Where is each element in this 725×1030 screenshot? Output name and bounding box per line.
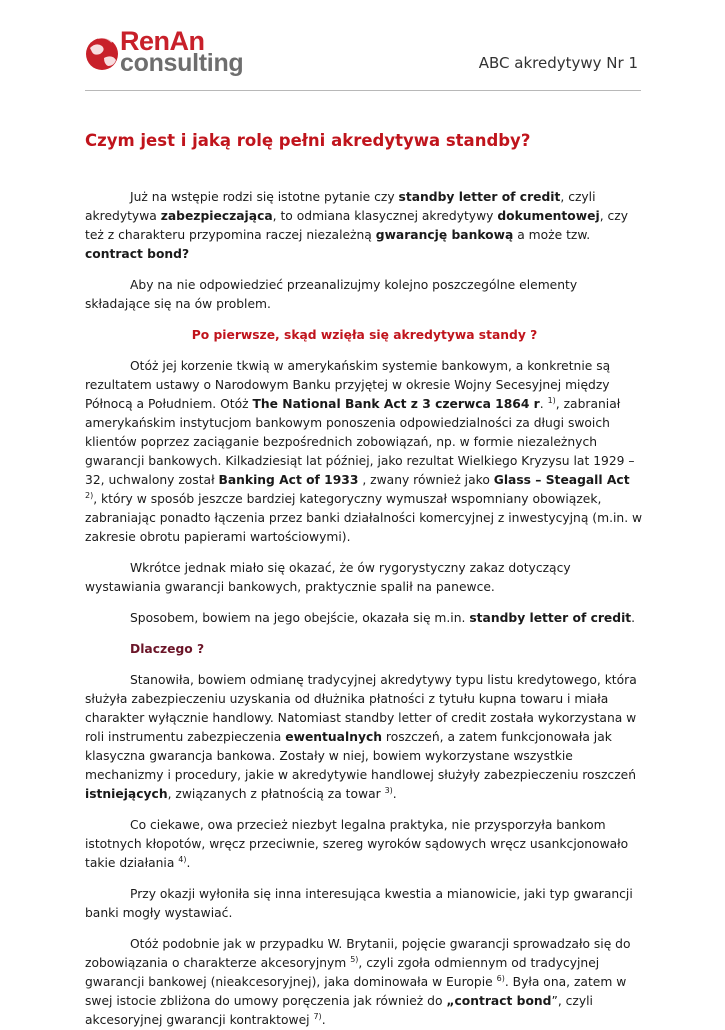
paragraph-2: Aby na nie odpowiedzieć przeanalizujmy kolejno poszczególne elementy składające się na ów problem.	[85, 278, 578, 311]
paragraph-7: Co ciekawe, owa przecież niezbyt legalna praktyka, nie przysporzyła bankom istotnych kłopotów, wręcz przeciwnie, szereg wyroków sądowych wręcz usankcjonowało takie działania $^{4)}$.	[85, 818, 629, 870]
paragraph-5: Sposobem, bowiem na jego obejście, okazała się m.in. standby letter of credit.	[130, 611, 636, 625]
footnote-ref-3: 3)	[384, 785, 393, 795]
paragraph-8: Przy okazji wyłoniła się inna interesująca kwestia a mianowicie, jaki typ gwarancji banki mogły wystawiać.	[85, 887, 633, 920]
footnote-ref-2: 2)	[85, 490, 94, 500]
paragraph-9: Otóż podobnie jak w przypadku W. Brytanii, pojęcie gwarancji sprowadzało się do zobowiązania o charakterze akcesoryjnym $^{5)}$, czyli zgoła odmiennym od tradycyjnej gwarancji bankowej (nieakcesoryjnej), jaka dominowała w Europie $^{6)}$. Była ona, zatem w swej istocie zbliżona do umowy poręczenia jak również do „contract bond”, czyli akcesoryjnej gwarancji kontraktowej $^{7)}$.	[85, 937, 631, 1027]
footnote-ref-6: 6)	[496, 973, 505, 983]
document-title: ABC akredytywy Nr 1	[478, 54, 638, 72]
paragraph-1: Już na wstępie rodzi się istotne pytanie czy standby letter of credit, czyli akredytywa zabezpieczająca, to odmiana klasycznej akredytywy dokumentowej, czy też z charakteru przypomina raczej niezależną gwarancję bankową a może tzw. contract bond?	[85, 190, 628, 261]
article-body	[85, 188, 644, 1030]
globe-icon	[84, 34, 124, 82]
footnote-ref-5: 5)	[350, 954, 359, 964]
footnote-ref-4: 4)	[178, 854, 187, 864]
paragraph-3: Otóż jej korzenie tkwią w amerykańskim systemie bankowym, a konkretnie są rezultatem ustawy o Narodowym Banku przyjętej w okresie Wojny Secesyjnej między Północą a Południem. Otóż The National Bank Act z 3 czerwca 1864 r. $^{1)}$, zabraniał amerykańskim instytucjom bankowym ponoszenia odpowiedzialności za długi swoich klientów poprzez zaciąganie bezpośrednich zobowiązań, np. w formie niezależnych gwarancji bankowych. Kilkadziesiąt lat później, jako rezultat Wielkiego Kryzysu lat 1929 – 32, uchwalony został Banking Act of 1933 , zwany również jako Glass – Steagall Act $^{2)}$, który w sposób jeszcze bardziej kategoryczny wymuszał wspomniany obowiązek, zabraniając ponadto łączenia przez banki działalności komercyjnej z inwestycyjną (m.in. w zakresie obrotu papierami wartościowymi).	[85, 359, 643, 544]
page-heading: Czym jest i jaką rolę pełni akredytywa standby?	[85, 131, 531, 150]
logo-text-renan: RenAn	[120, 26, 205, 56]
footnote-ref-7: 7)	[313, 1011, 322, 1021]
subheading-why: Dlaczego ?	[130, 642, 205, 656]
renan-logo	[84, 26, 284, 86]
subheading-origin: Po pierwsze, skąd wzięła się akredytywa standy ?	[191, 328, 538, 342]
header-divider	[85, 90, 641, 91]
footnote-ref-1: 1)	[547, 395, 556, 405]
paragraph-6: Stanowiła, bowiem odmianę tradycyjnej akredytywy typu listu kredytowego, która służyła zabezpieczeniu uzyskania od dłużnika płatności z tytułu kupna towaru i miała charakter wyłącznie handlowy. Natomiast standby letter of credit została wykorzystana w roli instrumentu zabezpieczenia ewentualnych roszczeń, a zatem funkcjonowała jak klasyczna gwarancja bankowa. Zostały w niej, bowiem wykorzystane wszystkie mechanizmy i procedury, jakie w akredytywie handlowej służyły zabezpieczeniu roszczeń istniejących, związanych z płatnością za towar $^{3)}$.	[85, 673, 637, 801]
paragraph-4: Wkrótce jednak miało się okazać, że ów rygorystyczny zakaz dotyczący wystawiania gwarancji bankowych, praktycznie spalił na panewce.	[85, 561, 571, 594]
logo-text-consulting: consulting	[120, 49, 244, 77]
page-header	[0, 0, 725, 100]
